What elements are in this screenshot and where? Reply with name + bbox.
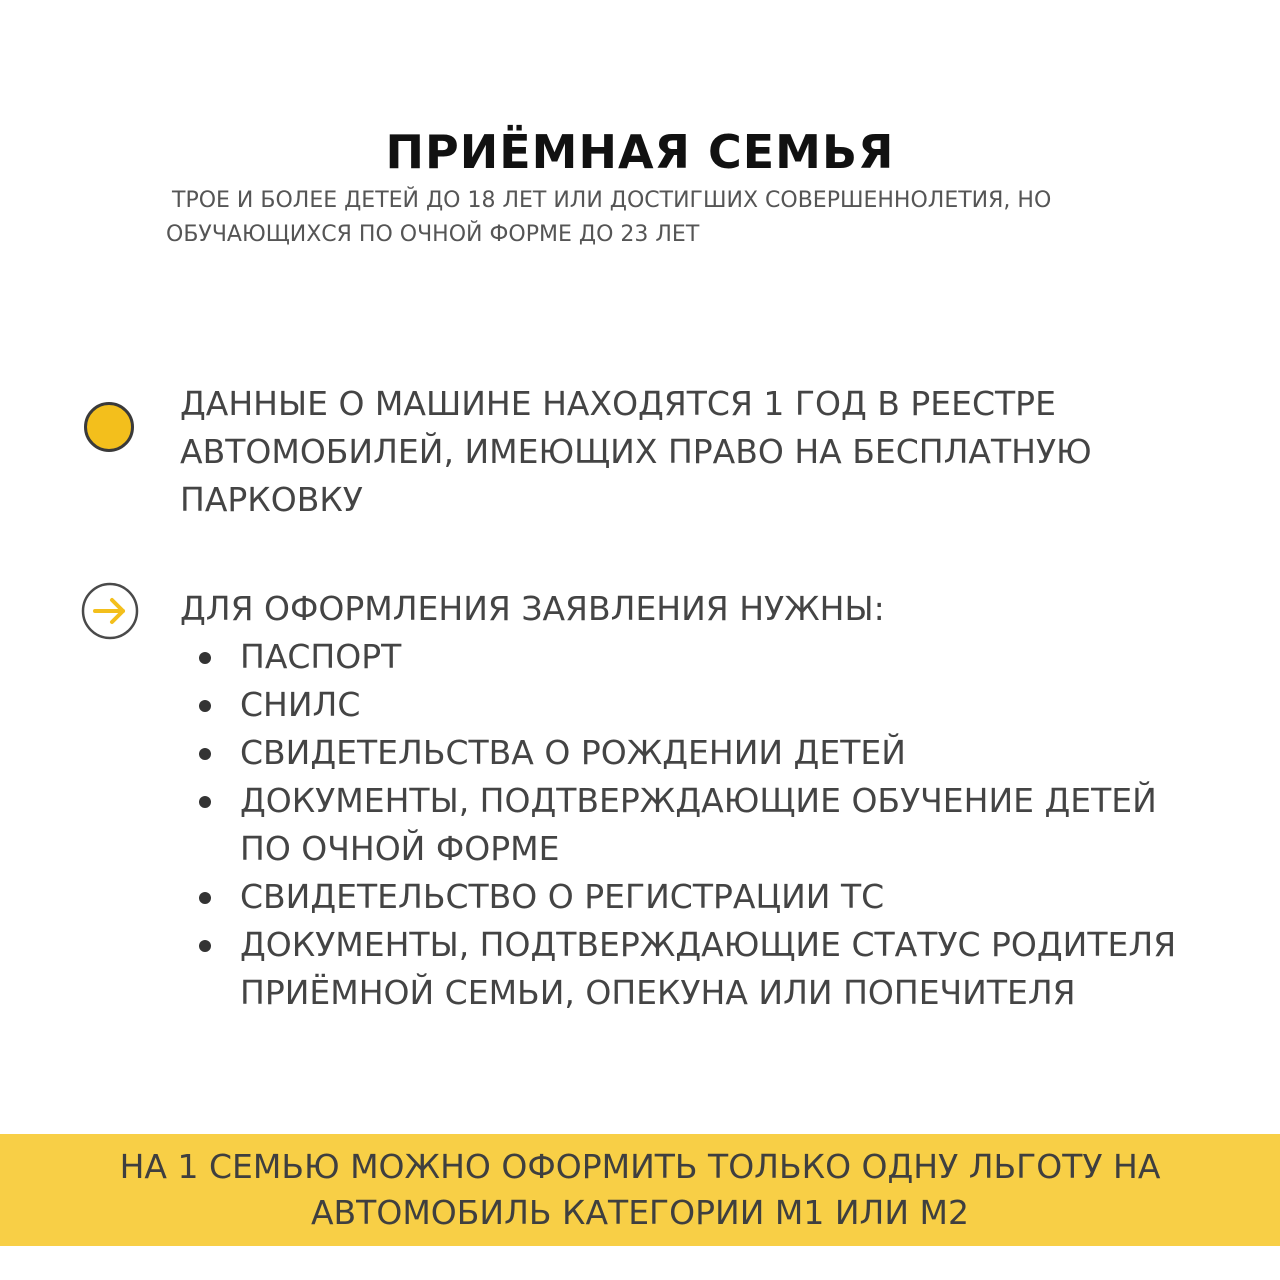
list-item [196, 633, 1186, 681]
bullet-icon [199, 796, 211, 808]
list-item-text: СВИДЕТЕЛЬСТВО О РЕГИСТРАЦИИ ТС [240, 877, 885, 916]
list-item [196, 729, 1186, 777]
bullet-icon [199, 940, 211, 952]
banner-text [80, 1144, 1200, 1236]
bullet-icon [199, 652, 211, 664]
bullet-icon [199, 892, 211, 904]
bullet-icon [199, 748, 211, 760]
list-item [196, 921, 1186, 1017]
list-item [196, 681, 1186, 729]
documents-list [196, 633, 1186, 1017]
subtitle-line-2: ОБУЧАЮЩИХСЯ ПО ОЧНОЙ ФОРМЕ ДО 23 ЛЕТ [166, 222, 700, 247]
yellow-circle-icon [84, 402, 134, 452]
list-item-text: ДОКУМЕНТЫ, ПОДТВЕРЖДАЮЩИЕ СТАТУС РОДИТЕЛЯ ПРИЁМНОЙ СЕМЬИ, ОПЕКУНА ИЛИ ПОПЕЧИТЕЛЯ [240, 925, 1177, 1012]
list-item-text: СВИДЕТЕЛЬСТВА О РОЖДЕНИИ ДЕТЕЙ [240, 733, 906, 772]
list-item [196, 777, 1186, 873]
footer-banner [0, 1134, 1280, 1246]
list-item [196, 873, 1186, 921]
subtitle-line-1: ТРОЕ И БОЛЕЕ ДЕТЕЙ ДО 18 ЛЕТ ИЛИ ДОСТИГШИХ СОВЕРШЕННОЛЕТИЯ, НО [172, 188, 1052, 213]
list-item-text: СНИЛС [240, 685, 361, 724]
list-item-text: ПАСПОРТ [240, 637, 402, 676]
banner-line-1: НА 1 СЕМЬЮ МОЖНО ОФОРМИТЬ ТОЛЬКО ОДНУ ЛЬГОТУ НА [119, 1147, 1161, 1186]
page-title: ПРИЁМНАЯ СЕМЬЯ [385, 125, 895, 179]
banner-line-2: АВТОМОБИЛЬ КАТЕГОРИИ М1 ИЛИ М2 [310, 1193, 970, 1232]
documents-heading: ДЛЯ ОФОРМЛЕНИЯ ЗАЯВЛЕНИЯ НУЖНЫ: [180, 589, 885, 628]
bullet-icon [199, 700, 211, 712]
list-item-text: ДОКУМЕНТЫ, ПОДТВЕРЖДАЮЩИЕ ОБУЧЕНИЕ ДЕТЕЙ ПО ОЧНОЙ ФОРМЕ [240, 781, 1157, 868]
subtitle [166, 184, 1126, 252]
arrow-right-icon [80, 581, 140, 641]
point-parking-registry: ДАННЫЕ О МАШИНЕ НАХОДЯТСЯ 1 ГОД В РЕЕСТРЕ АВТОМОБИЛЕЙ, ИМЕЮЩИХ ПРАВО НА БЕСПЛАТНУЮ ПАРКОВКУ [180, 384, 1092, 519]
